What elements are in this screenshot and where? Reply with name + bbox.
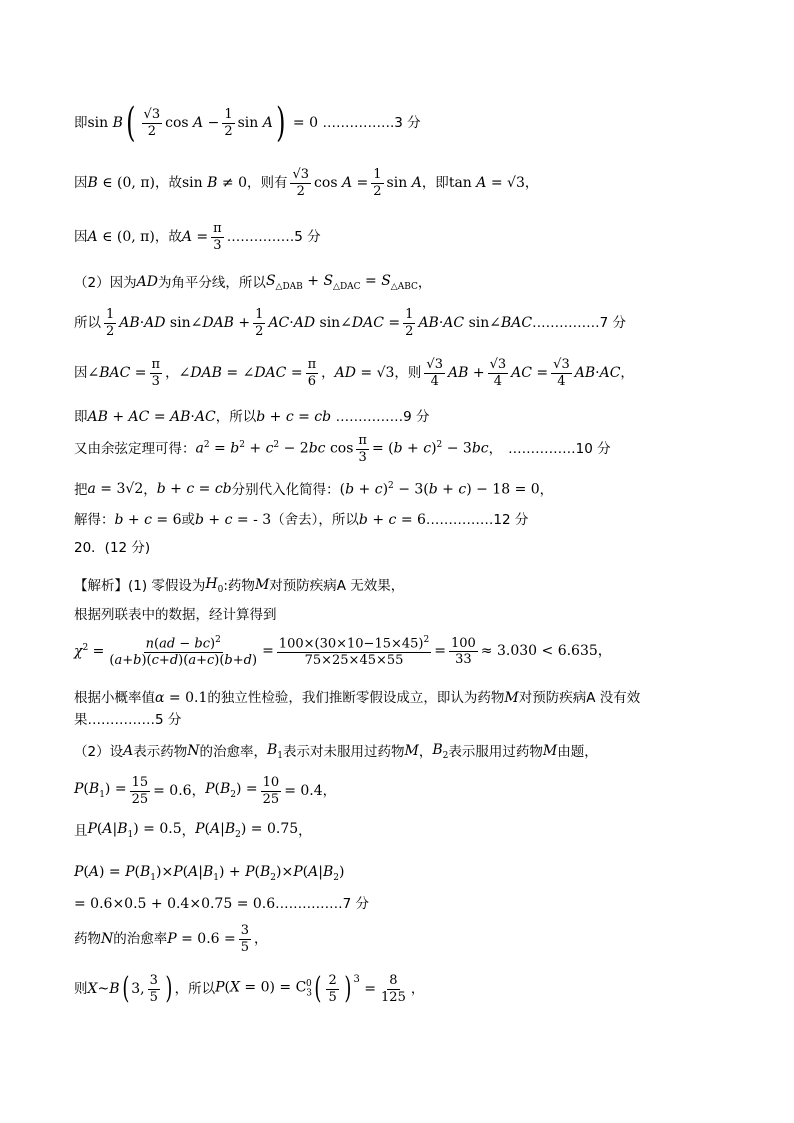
- line-14: $\chi^2$ = $\frac{n(ad - bc)^2}{(a+b)(c+d)(a+c)(b+d)}$ = $\frac{100\times(30\times 10-15\times 45)^2}{75\times 25\times 45\times 55}$ = $\frac{100}{33}$ ≈ 3.030 < 6.635，: [74, 635, 612, 668]
- line-2: 因 B ∈ (0, π) ，故 sin B ≠ 0 ，则有 $\frac{√3}{2}$ cos A = $\frac{1}{2}$ sin A ，即 tan A = √3 ，: [74, 167, 539, 199]
- text: 对预防疾病A 无效果，: [269, 577, 405, 594]
- text: （2）设: [74, 743, 124, 760]
- score: ……………5 分: [226, 229, 321, 246]
- text: 根据小概率值: [74, 690, 155, 707]
- text: ，故: [155, 175, 182, 192]
- text: ，: [322, 783, 337, 800]
- line-3: 因 A ∈ (0, π) ，故 A = $\frac{\pi}{3}$ ……………5 分: [74, 221, 321, 253]
- text: ，: [418, 743, 433, 760]
- text: 即: [74, 409, 88, 426]
- text: 表示服用过药物: [448, 743, 543, 760]
- text: 的独立性检验，我们推断零假设成立，即认为药物: [207, 690, 505, 707]
- text: ，: [165, 365, 179, 382]
- text: ，: [298, 822, 312, 839]
- text: ，: [321, 365, 335, 382]
- text: 根据列联表中的数据，经计算得到: [74, 607, 277, 623]
- text: ，: [191, 783, 206, 800]
- score: …………….3 分: [322, 114, 421, 131]
- text: 所以: [74, 315, 101, 332]
- question-number: 20．(12 分): [74, 540, 151, 556]
- score: ……………9 分: [335, 409, 430, 426]
- line-5: 所以 $\frac{1}{2}$ AB·AD sin∠DAB + $\frac{1}{2}$ AC·AD sin∠DAC = $\frac{1}{2}$ AB·AC sin∠BAC ……………7 分: [74, 307, 626, 339]
- text: ，: [539, 481, 554, 498]
- text: :药物: [223, 577, 255, 594]
- text: 且: [74, 822, 88, 839]
- text: ，则: [394, 365, 422, 382]
- line-11: [74, 540, 150, 556]
- text: 表示对未服用过药物: [283, 743, 405, 760]
- line-20: $P(A) = P(B_1)\times P(A|B_1) + P(B_2)\times P(A|B_2)$: [74, 864, 345, 883]
- text: 为角平分线，所以: [157, 274, 266, 291]
- line-19: 且 $P(A|B_1) = 0.5$ ， $P(A|B_2) = 0.75$ ，: [74, 821, 312, 840]
- line-12: 【解析】(1) 零假设为 $H_0$ :药物 M 对预防疾病A 无效果，: [74, 576, 405, 595]
- text: ，所以: [215, 409, 257, 426]
- line-8: 又由余弦定理可得： $a^2 = b^2 + c^2 - 2bc$ cos $\frac{\pi}{3}$ = $(b + c)^2 - 3bc$ ， ……………10 分: [74, 433, 611, 465]
- text: 即: [74, 114, 88, 131]
- text: 【解析】(1) 零假设为: [74, 577, 206, 594]
- score: ……………10 分: [508, 441, 611, 458]
- line-21: = 0.6×0.5 + 0.4×0.75 = 0.6 ……………7 分: [74, 896, 370, 913]
- text: 因: [74, 229, 88, 246]
- text: ，: [143, 481, 157, 498]
- text: ，: [410, 981, 425, 998]
- text: 的治愈率，: [199, 743, 267, 760]
- line-18: $P(B_1)$ = $\frac{15}{25}$ = 0.6 ， $P(B_2)$ = $\frac{10}{25}$ = 0.4 ，: [74, 775, 337, 807]
- text: 则: [74, 981, 88, 998]
- score: ……………7 分: [275, 896, 370, 913]
- line-17: （2）设 A 表示药物 N 的治愈率， $B_1$ 表示对未服用过药物 M ， $B_2$ 表示服用过药物 M 由题，: [74, 742, 598, 761]
- text: ，故: [154, 229, 182, 246]
- text: 因: [74, 365, 88, 382]
- line-9: 把 a = 3√2 ， b + c = cb 分别代入化简得： $(b + c)^2 - 3(b + c) - 18 = 0$ ，: [74, 481, 554, 498]
- line-6: 因 ∠BAC = $\frac{\pi}{3}$ ， ∠DAB = ∠DAC = $\frac{\pi}{6}$ ， AD = √3 ，则 $\frac{√3}{4}$ AB + $\frac{√3}{4}$ AC = $\frac{√3}{4}$ AB·AC ，: [74, 357, 634, 389]
- line-22: 药物 N 的治愈率 P = 0.6 = $\frac{3}{5}$ ，: [74, 923, 268, 955]
- text: 对预防疾病A 没有效: [518, 690, 641, 707]
- text: ，所以: [174, 981, 216, 998]
- text: ，: [620, 365, 634, 382]
- score: ……………7 分: [532, 315, 626, 332]
- text: 因: [74, 175, 88, 192]
- text: ，: [488, 441, 503, 458]
- text: ，: [181, 822, 196, 839]
- text: ，即: [421, 175, 449, 192]
- text: ，则有: [246, 175, 288, 192]
- line-13: [74, 607, 277, 623]
- text: （舍去），所以: [271, 512, 359, 529]
- text: 解得：: [74, 512, 115, 529]
- text: 果……………5 分: [74, 712, 182, 728]
- text: 又由余弦定理可得：: [74, 441, 196, 458]
- line-15: 根据小概率值 α = 0.1 的独立性检验，我们推断零假设成立，即认为药物 M 对预防疾病A 没有效: [74, 690, 641, 707]
- text: 把: [74, 481, 88, 498]
- line-16: [74, 712, 181, 728]
- text: 或: [181, 512, 195, 529]
- line-23: 则 X~B ( 3, $\frac{3}{5}$ ) ，所以 $P(X = 0) = C_3^0$ ( $\frac{2}{5}$ ) 3 = $\frac{8}{125}$ ，: [74, 971, 425, 1007]
- score: ……………12 分: [425, 512, 529, 529]
- text: 由题，: [557, 743, 598, 760]
- text: ，: [417, 274, 432, 291]
- text: 分别代入化简得：: [231, 481, 340, 498]
- line-1: 即 sin B ( $\frac{√3}{2}$ cos A − $\frac{1}{2}$ sin A ) = 0 …………….3 分: [74, 100, 421, 146]
- text: 表示药物: [133, 743, 188, 760]
- line-10: 解得： b + c = 6 或 b + c = - 3 （舍去），所以 b + c = 6 ……………12 分: [74, 512, 529, 529]
- text: ，: [254, 931, 268, 948]
- text: ，: [524, 175, 539, 192]
- text: 的治愈率: [113, 931, 168, 948]
- text: （2）因为: [74, 274, 137, 291]
- line-4: （2）因为 AD 为角平分线，所以 $S_{\triangle DAB} + S_{\triangle DAC} = S_{\triangle ABC}$ ，: [74, 273, 432, 292]
- text: 药物: [74, 931, 101, 948]
- line-7: 即 AB + AC = AB·AC ，所以 b + c = cb ……………9 分: [74, 409, 430, 426]
